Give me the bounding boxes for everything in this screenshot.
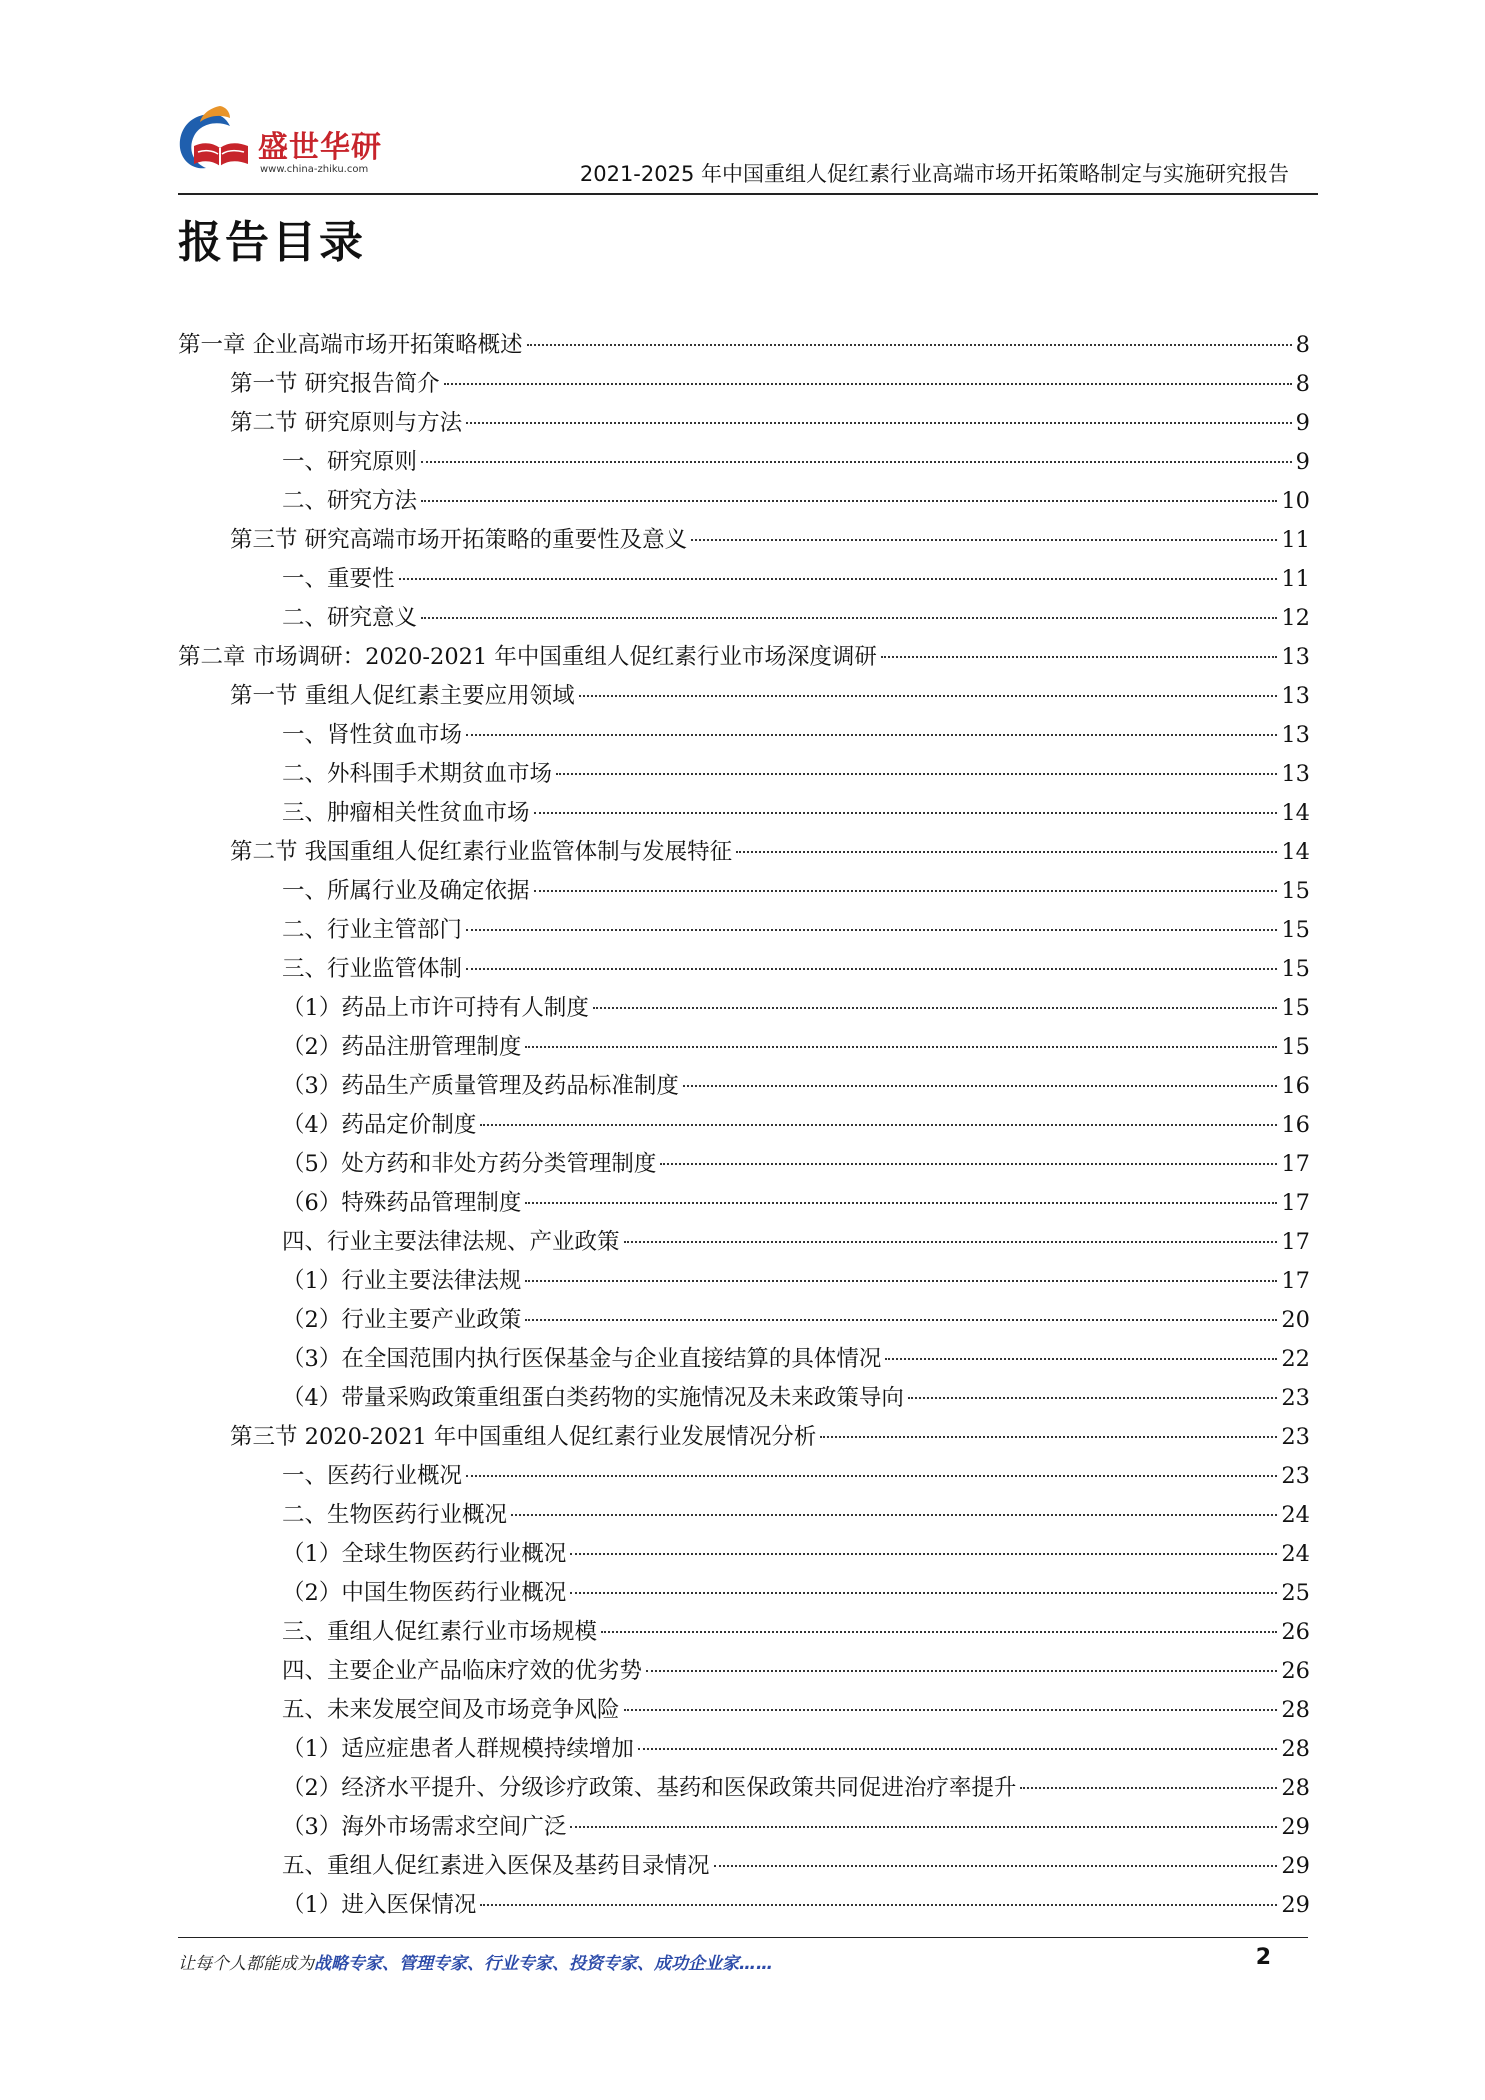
toc-dot-leader	[570, 1592, 1277, 1594]
toc-entry[interactable]	[178, 1457, 1310, 1496]
toc-entry-label: 一、研究原则	[282, 449, 418, 475]
toc-entry[interactable]	[178, 599, 1310, 638]
toc-entry-label: （1）行业主要法律法规	[282, 1268, 522, 1294]
toc-entry[interactable]	[178, 1613, 1310, 1652]
toc-entry-label: 第一节 重组人促红素主要应用领域	[230, 683, 575, 709]
toc-entry-page: 17	[1281, 1190, 1310, 1216]
toc-entry[interactable]	[178, 1730, 1310, 1769]
toc-dot-leader	[1020, 1787, 1277, 1789]
toc-entry-label: 第一章 企业高端市场开拓策略概述	[178, 332, 523, 358]
toc-dot-leader	[683, 1085, 1278, 1087]
toc-entry[interactable]	[178, 365, 1310, 404]
toc-entry-label: 四、行业主要法律法规、产业政策	[282, 1229, 620, 1255]
toc-entry[interactable]	[178, 950, 1310, 989]
toc-dot-leader	[525, 1202, 1277, 1204]
toc-entry[interactable]	[178, 1535, 1310, 1574]
toc-entry[interactable]	[178, 677, 1310, 716]
footer-slogan	[178, 1949, 773, 1974]
toc-dot-leader	[421, 461, 1292, 463]
toc-entry[interactable]	[178, 1028, 1310, 1067]
toc-entry-label: （6）特殊药品管理制度	[282, 1190, 522, 1216]
toc-entry-page: 14	[1281, 839, 1310, 865]
toc-dot-leader	[399, 578, 1278, 580]
toc-entry-page: 9	[1295, 410, 1310, 436]
toc-entry[interactable]	[178, 833, 1310, 872]
toc-entry[interactable]	[178, 1886, 1310, 1925]
toc-dot-leader	[593, 1007, 1278, 1009]
toc-dot-leader	[624, 1709, 1278, 1711]
toc-entry-label: （1）全球生物医药行业概况	[282, 1541, 567, 1567]
toc-dot-leader	[820, 1436, 1277, 1438]
toc-dot-leader	[660, 1163, 1277, 1165]
toc-entry-page: 28	[1281, 1775, 1310, 1801]
toc-dot-leader	[570, 1826, 1277, 1828]
toc-entry-page: 29	[1281, 1814, 1310, 1840]
toc-entry-page: 17	[1281, 1151, 1310, 1177]
toc-entry-page: 17	[1281, 1229, 1310, 1255]
logo-url: www.china-zhiku.com	[260, 164, 369, 175]
toc-entry-label: 五、未来发展空间及市场竞争风险	[282, 1697, 620, 1723]
toc-entry[interactable]	[178, 326, 1310, 365]
toc-entry-label: （2）药品注册管理制度	[282, 1034, 522, 1060]
toc-entry-page: 8	[1295, 371, 1310, 397]
toc-entry[interactable]	[178, 638, 1310, 677]
report-title: 2021-2025 年中国重组人促红素行业高端市场开拓策略制定与实施研究报告	[579, 162, 1289, 186]
logo-name: 盛世华研	[258, 130, 382, 165]
toc-dot-leader	[714, 1865, 1278, 1867]
toc-dot-leader	[466, 734, 1277, 736]
footer-slogan-prefix: 让每个人都能成为	[178, 1954, 314, 1974]
toc-dot-leader	[466, 1475, 1277, 1477]
header-divider	[178, 193, 1318, 195]
toc-dot-leader	[646, 1670, 1277, 1672]
toc-dot-leader	[881, 656, 1277, 658]
toc-entry-page: 13	[1281, 644, 1310, 670]
toc-entry[interactable]	[178, 1379, 1310, 1418]
toc-entry-label: （3）药品生产质量管理及药品标准制度	[282, 1073, 679, 1099]
toc-entry[interactable]	[178, 404, 1310, 443]
toc-entry[interactable]	[178, 1301, 1310, 1340]
toc-entry-page: 13	[1281, 761, 1310, 787]
toc-dot-leader	[691, 539, 1277, 541]
toc-dot-leader	[466, 968, 1277, 970]
toc-entry[interactable]	[178, 1184, 1310, 1223]
toc-entry-label: 三、行业监管体制	[282, 956, 463, 982]
toc-dot-leader	[421, 500, 1277, 502]
toc-entry-label: （2）行业主要产业政策	[282, 1307, 522, 1333]
toc-entry-page: 26	[1281, 1619, 1310, 1645]
toc-dot-leader	[466, 929, 1277, 931]
toc-entry-page: 24	[1281, 1541, 1310, 1567]
toc-entry-page: 16	[1281, 1112, 1310, 1138]
toc-entry-label: （5）处方药和非处方药分类管理制度	[282, 1151, 657, 1177]
toc-entry-label: 第三节 2020-2021 年中国重组人促红素行业发展情况分析	[230, 1424, 817, 1450]
toc-entry-label: 一、肾性贫血市场	[282, 722, 463, 748]
toc-entry-page: 23	[1281, 1424, 1310, 1450]
toc-entry[interactable]	[178, 1652, 1310, 1691]
toc-dot-leader	[466, 422, 1292, 424]
toc-entry-label: 第一节 研究报告简介	[230, 371, 440, 397]
toc-entry-label: 一、医药行业概况	[282, 1463, 463, 1489]
toc-entry[interactable]	[178, 482, 1310, 521]
toc-dot-leader	[527, 344, 1292, 346]
toc-dot-leader	[525, 1280, 1277, 1282]
footer-slogan-emphasis: 战略专家、管理专家、行业专家、投资专家、成功企业家……	[314, 1954, 773, 1974]
footer-divider	[178, 1937, 1308, 1938]
toc-dot-leader	[444, 383, 1292, 385]
page-number: 2	[1255, 1945, 1271, 1970]
toc-entry-page: 11	[1281, 527, 1310, 553]
toc-entry[interactable]	[178, 521, 1310, 560]
toc-entry-label: 二、研究意义	[282, 605, 418, 631]
toc-entry-label: 二、行业主管部门	[282, 917, 463, 943]
toc-entry-label: 三、肿瘤相关性贫血市场	[282, 800, 530, 826]
page-title: 报告目录	[178, 217, 366, 268]
toc-entry[interactable]	[178, 1418, 1310, 1457]
toc-entry[interactable]	[178, 911, 1310, 950]
toc-entry-page: 16	[1281, 1073, 1310, 1099]
toc-entry-page: 10	[1281, 488, 1310, 514]
toc-entry-page: 28	[1281, 1697, 1310, 1723]
toc-entry-page: 15	[1281, 995, 1310, 1021]
toc-entry-label: （1）适应症患者人群规模持续增加	[282, 1736, 634, 1762]
toc-entry[interactable]	[178, 1808, 1310, 1847]
toc-entry-label: 第三节 研究高端市场开拓策略的重要性及意义	[230, 527, 688, 553]
toc-entry-page: 22	[1281, 1346, 1310, 1372]
toc-entry-label: （2）经济水平提升、分级诊疗政策、基药和医保政策共同促进治疗率提升	[282, 1775, 1017, 1801]
toc-dot-leader	[480, 1124, 1277, 1126]
toc-dot-leader	[736, 851, 1277, 853]
toc-dot-leader	[908, 1397, 1278, 1399]
toc-entry-label: 一、所属行业及确定依据	[282, 878, 530, 904]
book-swoosh-icon	[172, 104, 258, 184]
toc-entry[interactable]	[178, 1067, 1310, 1106]
toc-entry-label: 五、重组人促红素进入医保及基药目录情况	[282, 1853, 710, 1879]
toc-dot-leader	[534, 890, 1278, 892]
toc-dot-leader	[579, 695, 1278, 697]
toc-entry-page: 11	[1281, 566, 1310, 592]
toc-entry[interactable]	[178, 755, 1310, 794]
toc-entry[interactable]	[178, 1106, 1310, 1145]
toc-dot-leader	[556, 773, 1277, 775]
toc-entry-label: 第二节 研究原则与方法	[230, 410, 463, 436]
toc-entry-page: 23	[1281, 1385, 1310, 1411]
toc-dot-leader	[525, 1046, 1277, 1048]
toc-entry-label: 三、重组人促红素行业市场规模	[282, 1619, 598, 1645]
table-of-contents	[178, 326, 1310, 1925]
toc-dot-leader	[525, 1319, 1277, 1321]
toc-dot-leader	[511, 1514, 1277, 1516]
toc-entry[interactable]	[178, 1145, 1310, 1184]
toc-dot-leader	[421, 617, 1277, 619]
toc-entry-page: 28	[1281, 1736, 1310, 1762]
toc-entry[interactable]	[178, 872, 1310, 911]
toc-entry-page: 17	[1281, 1268, 1310, 1294]
toc-entry-page: 9	[1295, 449, 1310, 475]
toc-entry-label: （3）海外市场需求空间广泛	[282, 1814, 567, 1840]
toc-entry[interactable]	[178, 794, 1310, 833]
toc-entry-label: 一、重要性	[282, 566, 395, 592]
toc-entry-label: （4）带量采购政策重组蛋白类药物的实施情况及未来政策导向	[282, 1385, 904, 1411]
toc-entry-page: 23	[1281, 1463, 1310, 1489]
toc-entry[interactable]	[178, 1847, 1310, 1886]
toc-entry[interactable]	[178, 560, 1310, 599]
toc-entry-page: 15	[1281, 956, 1310, 982]
toc-entry-label: （2）中国生物医药行业概况	[282, 1580, 567, 1606]
toc-entry-page: 13	[1281, 722, 1310, 748]
publisher-logo	[172, 104, 402, 184]
toc-entry-label: 第二章 市场调研：2020-2021 年中国重组人促红素行业市场深度调研	[178, 644, 877, 670]
toc-entry-page: 13	[1281, 683, 1310, 709]
toc-entry-label: （4）药品定价制度	[282, 1112, 477, 1138]
toc-entry-label: 二、研究方法	[282, 488, 418, 514]
toc-entry[interactable]	[178, 1223, 1310, 1262]
toc-entry-label: （1）进入医保情况	[282, 1892, 477, 1918]
toc-entry[interactable]	[178, 1496, 1310, 1535]
toc-entry-page: 20	[1281, 1307, 1310, 1333]
toc-dot-leader	[601, 1631, 1277, 1633]
toc-entry[interactable]	[178, 1574, 1310, 1613]
toc-entry-label: 二、外科围手术期贫血市场	[282, 761, 553, 787]
toc-entry-page: 29	[1281, 1892, 1310, 1918]
toc-entry[interactable]	[178, 989, 1310, 1028]
toc-entry[interactable]	[178, 1769, 1310, 1808]
toc-entry[interactable]	[178, 716, 1310, 755]
toc-dot-leader	[480, 1904, 1277, 1906]
toc-dot-leader	[624, 1241, 1278, 1243]
toc-entry[interactable]	[178, 443, 1310, 482]
toc-dot-leader	[638, 1748, 1278, 1750]
toc-entry-page: 14	[1281, 800, 1310, 826]
toc-entry-page: 15	[1281, 917, 1310, 943]
toc-entry-label: （3）在全国范围内执行医保基金与企业直接结算的具体情况	[282, 1346, 882, 1372]
toc-dot-leader	[885, 1358, 1277, 1360]
toc-entry-page: 29	[1281, 1853, 1310, 1879]
toc-entry-page: 26	[1281, 1658, 1310, 1684]
toc-entry[interactable]	[178, 1262, 1310, 1301]
toc-entry-label: （1）药品上市许可持有人制度	[282, 995, 589, 1021]
toc-entry-label: 二、生物医药行业概况	[282, 1502, 508, 1528]
toc-entry-page: 24	[1281, 1502, 1310, 1528]
toc-entry-label: 四、主要企业产品临床疗效的优劣势	[282, 1658, 643, 1684]
toc-entry-page: 8	[1295, 332, 1310, 358]
toc-dot-leader	[534, 812, 1278, 814]
toc-entry-page: 12	[1281, 605, 1310, 631]
toc-entry-page: 25	[1281, 1580, 1310, 1606]
toc-entry-label: 第二节 我国重组人促红素行业监管体制与发展特征	[230, 839, 733, 865]
toc-entry[interactable]	[178, 1691, 1310, 1730]
toc-entry-page: 15	[1281, 878, 1310, 904]
toc-entry-page: 15	[1281, 1034, 1310, 1060]
toc-dot-leader	[570, 1553, 1277, 1555]
toc-entry[interactable]	[178, 1340, 1310, 1379]
